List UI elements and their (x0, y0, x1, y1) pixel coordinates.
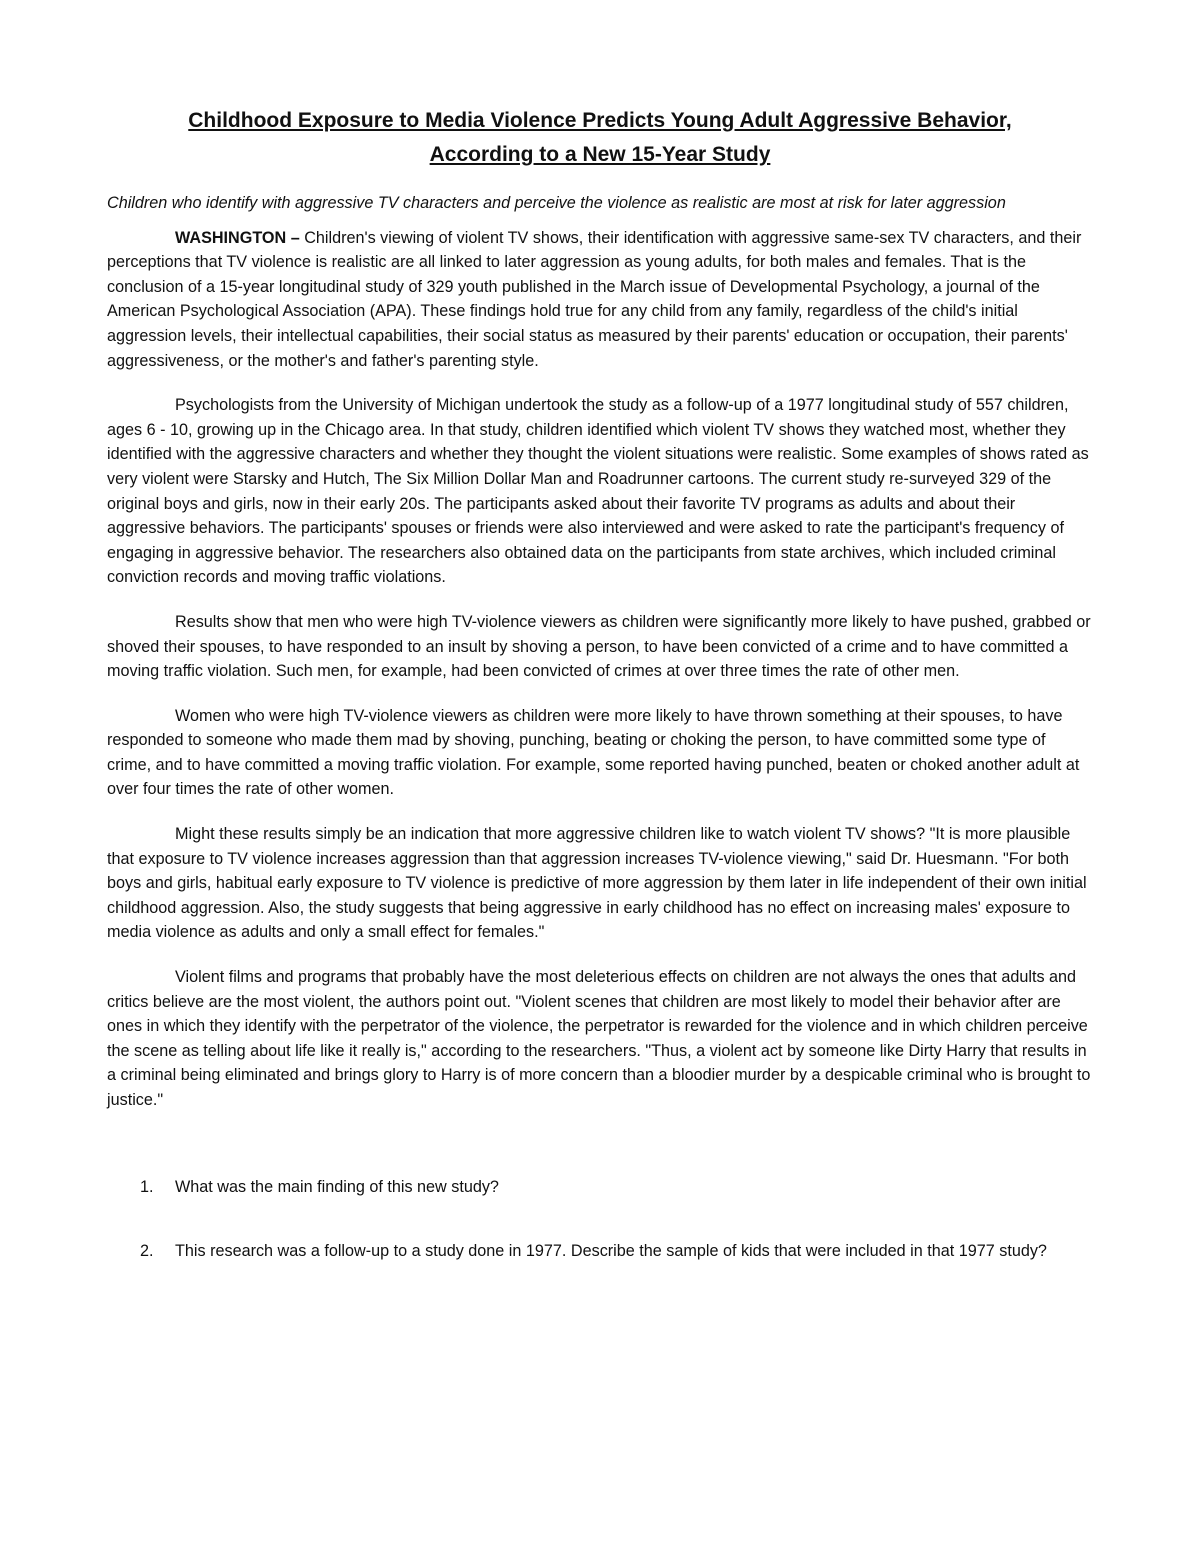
paragraph-1 (107, 226, 1093, 374)
paragraph-5: Might these results simply be an indication that more aggressive children like to watch violent TV shows? "It is more plausible that exposure to TV violence increases aggression than that aggression increases TV-violence viewing," said Dr. Huesmann. "For both boys and girls, habitual early exposure to TV violence is predictive of more aggression by them later in life independent of their own initial childhood aggression. Also, the study suggests that being aggressive in early childhood has no effect on increasing males' exposure to media violence as adults and only a small effect for females." (107, 825, 1087, 942)
title-line-2: According to a New 15-Year Study (429, 143, 771, 166)
question-item (107, 1239, 1093, 1264)
question-text: What was the main finding of this new study? (175, 1177, 499, 1196)
document-page (107, 104, 1093, 1304)
question-number: 1. (140, 1177, 154, 1196)
dateline: WASHINGTON – (175, 228, 300, 247)
question-number: 2. (140, 1242, 154, 1261)
question-text: This research was a follow-up to a study done in 1977. Describe the sample of kids that were included in that 1977 study? (175, 1242, 1047, 1261)
question-item (107, 1175, 1093, 1200)
paragraph-2: Psychologists from the University of Michigan undertook the study as a follow-up of a 1977 longitudinal study of 557 children, ages 6 - 10, growing up in the Chicago area. In that study, children identified which violent TV shows they watched most, whether they identified with the aggressive characters and whether they thought the violent situations were realistic. Some examples of shows rated as very violent were Starsky and Hutch, The Six Million Dollar Man and Roadrunner cartoons. The current study re-surveyed 329 of the original boys and girls, now in their early 20s. The participants asked about their favorite TV programs as adults and about their aggressive behaviors. The participants' spouses or friends were also interviewed and were asked to rate the participant's frequency of engaging in aggressive behavior. The researchers also obtained data on the participants from state archives, which included criminal conviction records and moving traffic violations. (107, 396, 1089, 587)
title-line-1: Childhood Exposure to Media Violence Predicts Young Adult Aggressive Behavior, (188, 109, 1012, 132)
paragraph-1-text: Children's viewing of violent TV shows, their identification with aggressive same-sex TV characters, and their perceptions that TV violence is realistic are all linked to later aggression as young adults, for both males and females. That is the conclusion of a 15-year longitudinal study of 329 youth published in the March issue of Developmental Psychology, a journal of the American Psychological Association (APA). These findings hold true for any child from any family, regardless of the child's initial aggression levels, their intellectual capabilities, their social status as measured by their parents' education or occupation, their parents' aggressiveness, or the mother's and father's parenting style. (107, 228, 1082, 370)
document-subtitle: Children who identify with aggressive TV characters and perceive the violence as realistic are most at risk for later aggression (107, 194, 1006, 212)
paragraph-3: Results show that men who were high TV-violence viewers as children were significantly more likely to have pushed, grabbed or shoved their spouses, to have responded to an insult by shoving a person, to have been convicted of a crime and to have committed a moving traffic violation. Such men, for example, had been convicted of crimes at over three times the rate of other men. (107, 612, 1091, 681)
question-list (107, 1175, 1093, 1264)
paragraph-4: Women who were high TV-violence viewers as children were more likely to have thrown something at their spouses, to have responded to someone who made them mad by shoving, punching, beating or choking the person, to have committed some type of crime, and to have committed a moving traffic violation. For example, some reported having punched, beaten or choked another adult at over four times the rate of other women. (107, 706, 1080, 799)
paragraph-6: Violent films and programs that probably have the most deleterious effects on children are not always the ones that adults and critics believe are the most violent, the authors point out. "Violent scenes that children are most likely to model their behavior after are ones in which they identify with the perpetrator of the violence, the perpetrator is rewarded for the violence and in which children perceive the scene as telling about life like it really is," according to the researchers. "Thus, a violent act by someone like Dirty Harry that results in a criminal being eliminated and brings glory to Harry is of more concern than a bloodier murder by a despicable criminal who is brought to justice." (107, 968, 1091, 1109)
document-title (107, 104, 1093, 172)
